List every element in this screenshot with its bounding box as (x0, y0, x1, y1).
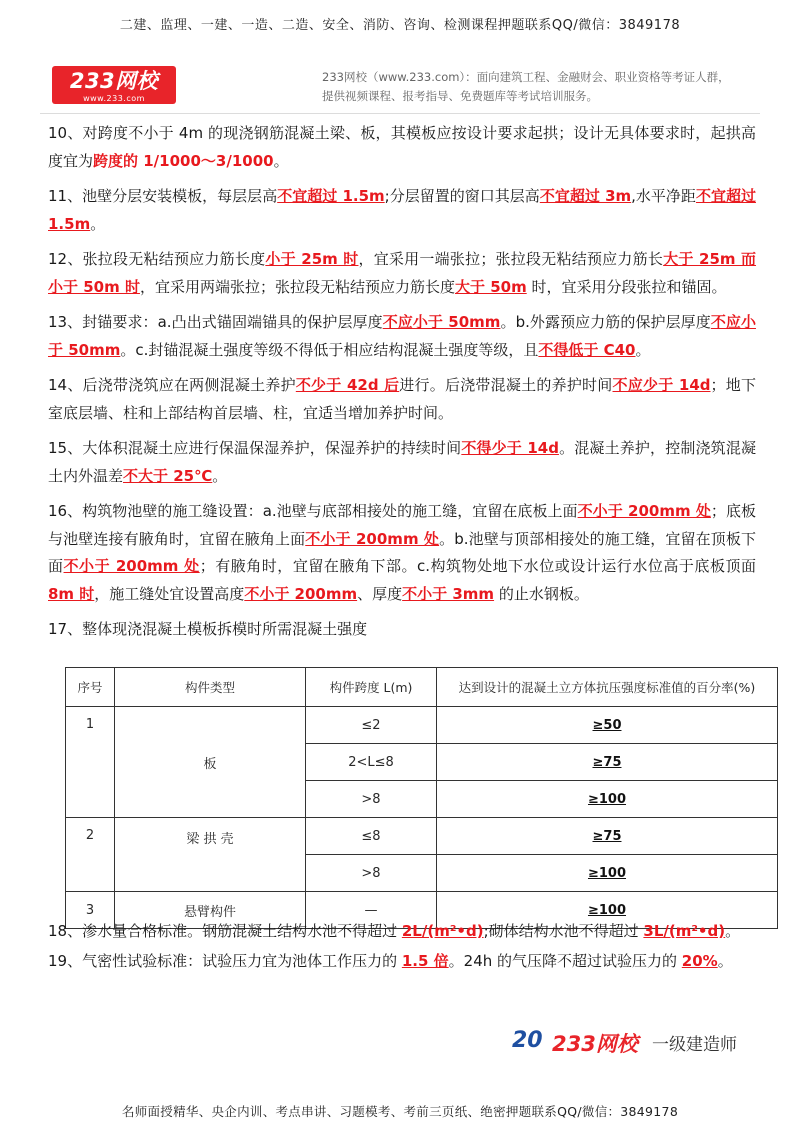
item-17: 17、整体现浇混凝土模板拆模时所需混凝土强度 (48, 620, 368, 638)
highlight: 跨度的 1/1000～3/1000 (93, 151, 274, 170)
strength-table (65, 667, 778, 929)
highlight: 不宜超过 3m (539, 187, 632, 205)
logo-text: 233网校 (69, 69, 159, 93)
highlight: 小于 25m 时 (265, 250, 359, 268)
highlight: 不小于 200mm 处 (577, 502, 711, 520)
row-span: ≤8 (306, 818, 437, 855)
table-row (66, 818, 778, 855)
item-12: 12、张拉段无粘结预应力筋长度小于 25m 时，宜采用一端张拉；张拉段无粘结预应力筋长大于 25m 而小于 50m 时，宜采用两端张拉；张拉段无粘结预应力筋长度大于 50m 时，宜采用分段张拉和锚固。 (48, 250, 757, 296)
row-type: 板 (115, 707, 306, 818)
highlight: 不宜超过 1.5m (48, 187, 756, 233)
item-16: 16、构筑物池壁的施工缝设置：a.池壁与底部相接处的施工缝，宜留在底板上面不小于 200mm 处；底板与池壁连接有腋角时，宜留在腋角上面不小于 200mm 处。b.池壁与顶部相接处的施工缝，宜留在顶板下面不小于 200mm 处；有腋角时，宜留在腋角下部。c.构筑物处地下水位或设计运行水位高于底板顶面 8m 时，施工缝处宜设置高度不小于 200mm、厚度不小于 3mm 的止水钢板。 (48, 502, 756, 603)
highlight: 不小于 200mm 处 (305, 529, 440, 548)
highlight: 不大于 25℃ (123, 466, 213, 485)
header-slogan (322, 68, 752, 106)
item-10: 10、对跨度不小于 4m 的现浇钢筋混凝土梁、板，其模板应按设计要求起拱；设计无具体要求时，起拱高度宜为跨度的 1/1000～3/1000。 (48, 124, 756, 170)
row-percent: ≥75 (437, 744, 778, 781)
row-type: 梁 拱 壳 (115, 818, 306, 892)
highlight: 1.5 倍 (401, 952, 449, 970)
header (40, 60, 760, 110)
table-row (66, 707, 778, 744)
row-percent: ≥100 (437, 855, 778, 892)
highlight: 不小于 3mm (402, 584, 495, 603)
slogan-line-1: 233网校（www.233.com）：面向建筑工程、金融财会、职业资格等考证人群， (322, 70, 730, 84)
footer-label: 一级建造师 (652, 1035, 737, 1055)
main-content (48, 120, 756, 652)
highlight: 不宜超过 1.5m (277, 187, 385, 205)
top-banner: 二建、监理、一建、一造、二造、安全、消防、咨询、检测课程押题联系QQ/微信：3849178 (119, 18, 681, 33)
item-13: 13、封锚要求：a.凸出式锚固端锚具的保护层厚度不应小于 50mm。b.外露预应力筋的保护层厚度不应小于 50mm。c.封锚混凝土强度等级不得低于相应结构混凝土强度等级，且不得低于 C40。 (48, 313, 756, 359)
footer-logo-20: 20 (512, 1028, 543, 1053)
highlight: 不小于 200mm 处 (63, 557, 200, 575)
highlight: 2L/(m²•d) (401, 922, 484, 940)
col-header-no: 序号 (66, 668, 115, 707)
item-19: 19、气密性试验标准：试验压力宜为池体工作压力的 1.5 倍。24h 的气压降不超过试验压力的 20%。 (48, 952, 733, 970)
row-span: — (306, 892, 437, 929)
row-span: >8 (306, 855, 437, 892)
highlight: 不得低于 C40 (538, 340, 636, 359)
footer-logo-233: 233网校 (552, 1032, 638, 1056)
logo-subtext: www.233.com (83, 94, 145, 103)
item-18: 18、渗水量合格标准。钢筋混凝土结构水池不得超过 2L/(m²•d);砌体结构水池不得超过 3L/(m²•d)。 (48, 922, 741, 940)
item-11: 11、池壁分层安装模板，每层层高不宜超过 1.5m;分层留置的窗口其层高不宜超过 3m,水平净距不宜超过 1.5m。 (48, 187, 756, 233)
row-no: 1 (66, 707, 115, 818)
row-no: 3 (66, 892, 115, 929)
highlight: 大于 50m (454, 277, 527, 296)
highlight: 不应小于 50mm (382, 313, 501, 331)
highlight: 3L/(m²•d) (643, 922, 726, 940)
slogan-line-2: 提供视频课程、报考指导、免费题库等考试培训服务。 (322, 89, 598, 103)
row-span: ≤2 (306, 707, 437, 744)
col-header-percent: 达到设计的混凝土立方体抗压强度标准值的百分率(%) (437, 668, 778, 707)
highlight: 不应小于 50mm (48, 313, 756, 359)
col-header-span: 构件跨度 L(m) (306, 668, 437, 707)
highlight: 不应少于 14d (612, 376, 711, 394)
table-header-row (66, 668, 778, 707)
bottom-content (48, 916, 758, 976)
highlight: 8m 时 (48, 584, 95, 603)
highlight: 20% (681, 952, 718, 970)
row-percent: ≥100 (437, 781, 778, 818)
row-span: 2<L≤8 (306, 744, 437, 781)
item-15: 15、大体积混凝土应进行保温保湿养护，保湿养护的持续时间不得少于 14d。混凝土养护，控制浇筑混凝土内外温差不大于 25℃。 (48, 439, 756, 485)
item-14: 14、后浇带浇筑应在两侧混凝土养护不少于 42d 后进行。后浇带混凝土的养护时间不应少于 14d；地下室底层墙、柱和上部结构首层墙、柱，宜适当增加养护时间。 (48, 376, 756, 422)
highlight: 不得少于 14d (461, 439, 559, 457)
highlight: 大于 25m 而小于 50m 时 (48, 250, 757, 296)
highlight: 不少于 42d 后 (295, 376, 400, 394)
row-percent: ≥75 (437, 818, 778, 855)
highlight: 不小于 200mm (244, 584, 358, 603)
header-divider (40, 113, 760, 114)
row-type: 悬臂构件 (115, 892, 306, 929)
row-percent: ≥100 (437, 892, 778, 929)
col-header-type: 构件类型 (115, 668, 306, 707)
brand-logo[interactable] (52, 66, 176, 104)
row-percent: ≥50 (437, 707, 778, 744)
row-span: >8 (306, 781, 437, 818)
row-no: 2 (66, 818, 115, 892)
bottom-banner: 名师面授精华、央企内训、考点串讲、习题模考、考前三页纸、绝密押题联系QQ/微信：3849178 (121, 1104, 679, 1119)
